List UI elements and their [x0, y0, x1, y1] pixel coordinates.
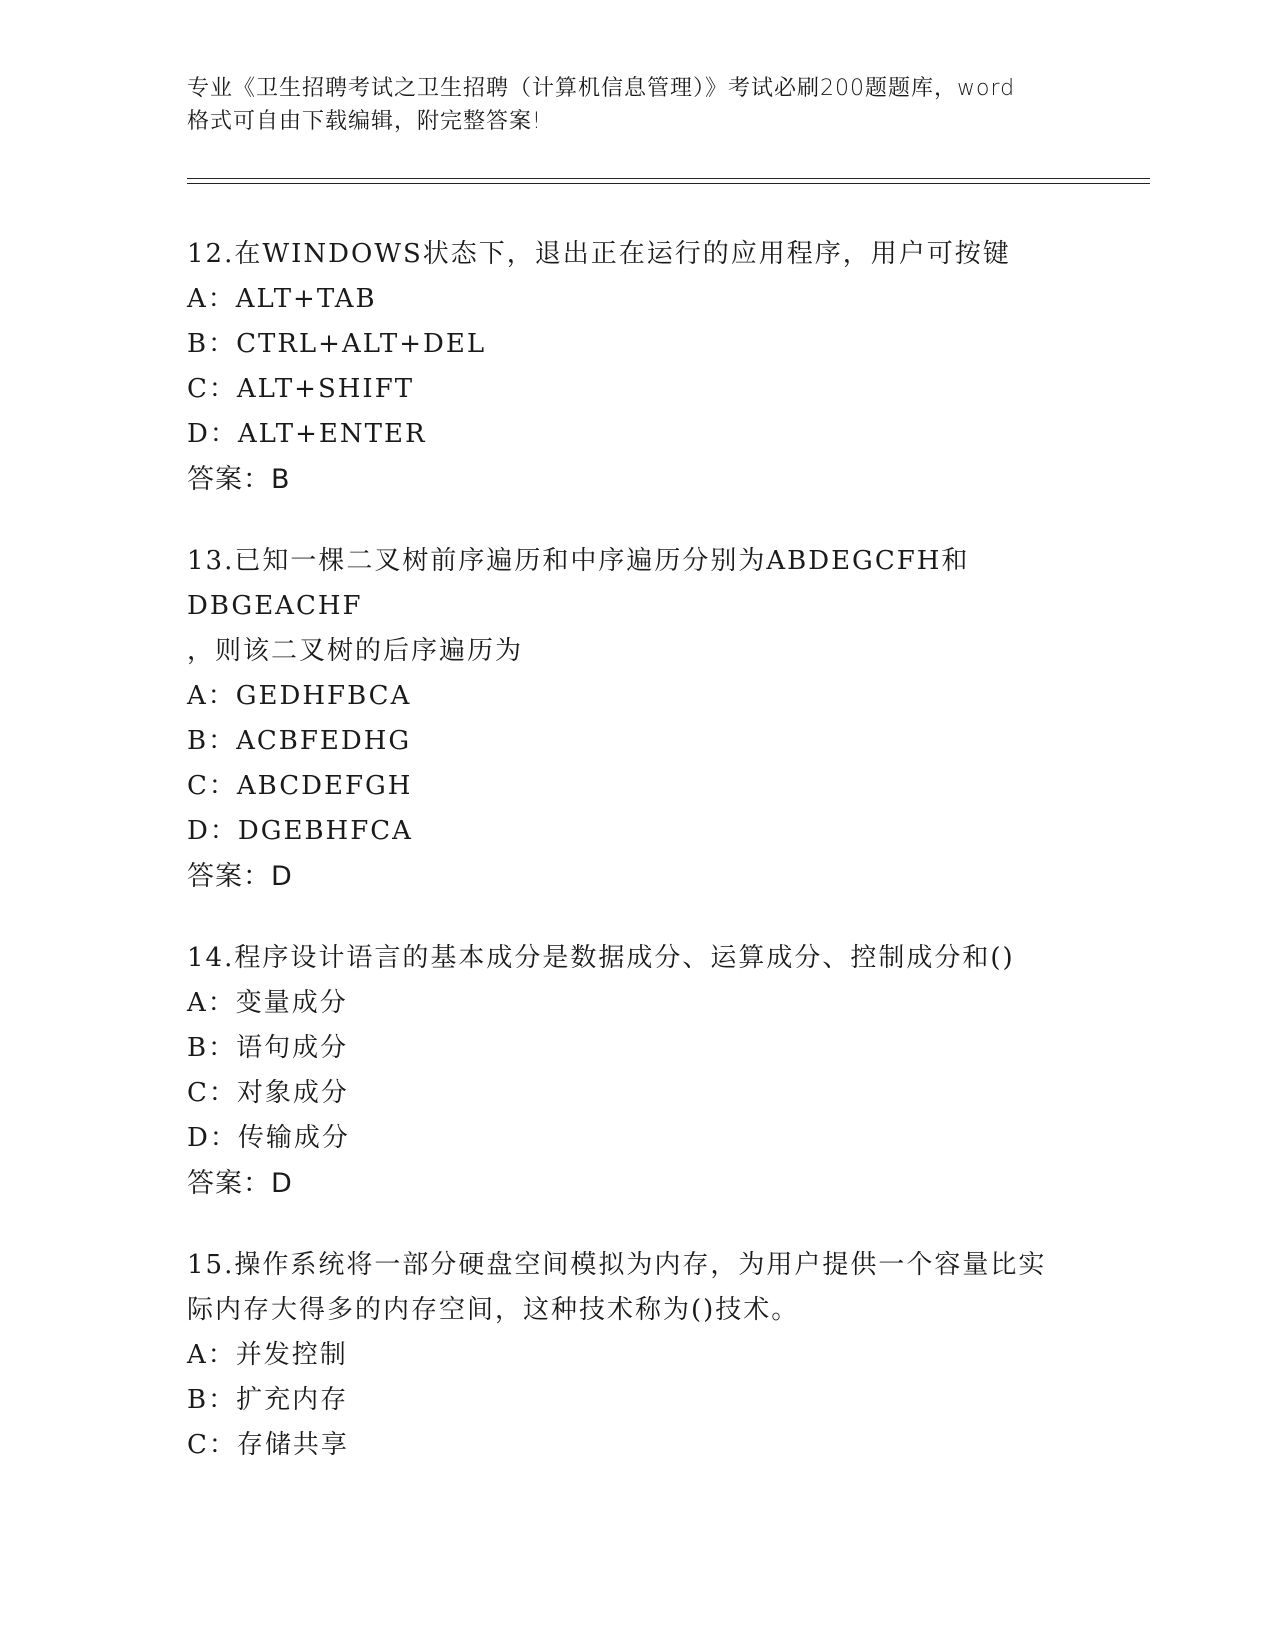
header-divider-bottom: [187, 183, 1150, 184]
question-12: [187, 232, 1087, 502]
question-text: 15.操作系统将一部分硬盘空间模拟为内存，为用户提供一个容量比实: [187, 1250, 1047, 1280]
option-b: B：ACBFEDHG: [187, 726, 412, 756]
option-b: B：语句成分: [187, 1033, 349, 1063]
option-c: C：ALT+SHIFT: [187, 374, 415, 404]
option-a: A：并发控制: [187, 1340, 348, 1370]
option-b: B：扩充内存: [187, 1385, 349, 1415]
header-line-2: 格式可自由下载编辑，附完整答案!: [187, 109, 542, 134]
option-c: C：ABCDEFGH: [187, 771, 413, 801]
question-text-continued: ，则该二叉树的后序遍历为: [187, 636, 524, 666]
option-b: B：CTRL+ALT+DEL: [187, 329, 487, 359]
option-a: A：ALT+TAB: [187, 284, 377, 314]
answer: 答案：B: [187, 464, 291, 495]
question-13: [187, 539, 1087, 899]
option-c: C：对象成分: [187, 1078, 349, 1108]
option-d: D：ALT+ENTER: [187, 419, 427, 449]
header-line-1: 专业《卫生招聘考试之卫生招聘（计算机信息管理）》考试必刷200题题库，word: [187, 76, 1016, 101]
option-d: D：传输成分: [187, 1123, 350, 1153]
option-a: A：GEDHFBCA: [187, 681, 412, 711]
question-text: 12.在WINDOWS状态下，退出正在运行的应用程序，用户可按键: [187, 239, 1011, 269]
option-a: A：变量成分: [187, 988, 348, 1018]
question-text-continued: 际内存大得多的内存空间，这种技术称为()技术。: [187, 1295, 800, 1325]
question-list: [187, 232, 1087, 1505]
header-divider-top: [187, 178, 1150, 179]
answer: 答案：D: [187, 861, 293, 892]
question-text: 14.程序设计语言的基本成分是数据成分、运算成分、控制成分和(): [187, 943, 1015, 973]
answer: 答案：D: [187, 1168, 293, 1199]
document-header: [187, 72, 1087, 138]
question-text: 13.已知一棵二叉树前序遍历和中序遍历分别为ABDEGCFH和DBGEACHF: [187, 546, 970, 621]
option-d: D：DGEBHFCA: [187, 816, 413, 846]
question-15: [187, 1243, 1087, 1468]
question-14: [187, 936, 1087, 1206]
option-c: C：存储共享: [187, 1430, 349, 1460]
